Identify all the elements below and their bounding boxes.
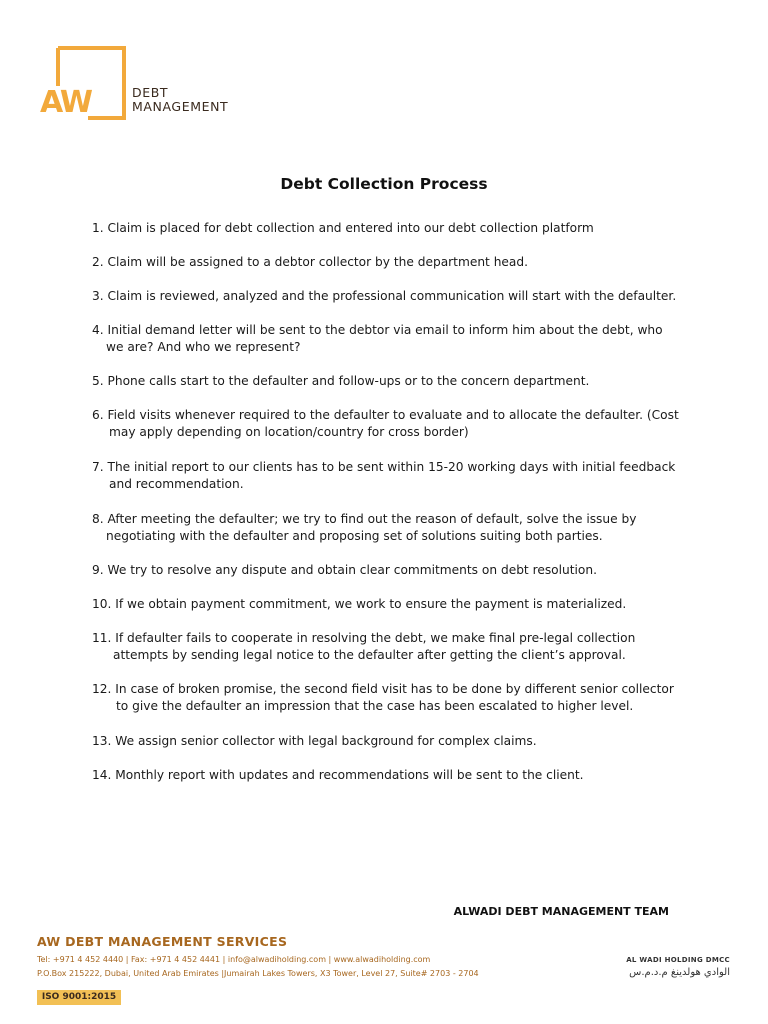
step-text: 11. If defaulter fails to cooperate in resolving the debt, we make final pre-legal collection: [92, 631, 636, 645]
holding-name-english: AL WADI HOLDING DMCC: [626, 956, 730, 964]
logo-line-2: MANAGEMENT: [132, 99, 229, 114]
step-text: 13. We assign senior collector with legal background for complex claims.: [92, 734, 537, 748]
footer-company-name: AW DEBT MANAGEMENT SERVICES: [37, 934, 288, 949]
iso-badge: ISO 9001:2015: [37, 990, 121, 1005]
step-text: 4. Initial demand letter will be sent to the debtor via email to inform him about the debt, who: [92, 323, 663, 337]
step-text: 2. Claim will be assigned to a debtor collector by the department head.: [92, 255, 528, 269]
process-step: [92, 511, 692, 545]
step-continuation: attempts by sending legal notice to the defaulter after getting the client’s approval.: [113, 648, 626, 662]
process-step: [92, 596, 692, 613]
holding-logo: [626, 956, 730, 978]
process-step: [92, 322, 692, 356]
logo-wordmark: [132, 86, 228, 114]
process-step: [92, 681, 692, 715]
logo-mark-text: AW: [40, 85, 91, 120]
process-step: [92, 407, 692, 441]
process-step: [92, 288, 692, 305]
logo-line-1: DEBT: [132, 85, 169, 100]
step-continuation: and recommendation.: [109, 477, 244, 491]
process-step: [92, 630, 692, 664]
step-text: 10. If we obtain payment commitment, we work to ensure the payment is materialized.: [92, 597, 627, 611]
step-text: 6. Field visits whenever required to the defaulter to evaluate and to allocate the defaulter. (Cost: [92, 408, 679, 422]
step-text: 7. The initial report to our clients has to be sent within 15-20 working days with initial feedback: [92, 460, 676, 474]
process-step: [92, 373, 692, 390]
aw-logo-mark: [38, 46, 128, 122]
signature-team: ALWADI DEBT MANAGEMENT TEAM: [453, 905, 669, 918]
footer-address-line: P.O.Box 215222, Dubai, United Arab Emirates |Jumairah Lakes Towers, X3 Tower, Level 27, Suite# 2703 - 2704: [37, 969, 479, 978]
step-continuation: to give the defaulter an impression that the case has been escalated to higher level.: [116, 699, 634, 713]
step-text: 14. Monthly report with updates and recommendations will be sent to the client.: [92, 768, 584, 782]
company-logo: [38, 46, 248, 122]
step-text: 12. In case of broken promise, the second field visit has to be done by different senior collector: [92, 682, 674, 696]
step-continuation: may apply depending on location/country for cross border): [109, 425, 469, 439]
step-text: 8. After meeting the defaulter; we try to find out the reason of default, solve the issue by: [92, 512, 637, 526]
process-step: [92, 733, 692, 750]
process-step: [92, 220, 692, 237]
step-continuation: we are? And who we represent?: [106, 340, 301, 354]
step-text: 5. Phone calls start to the defaulter and follow-ups or to the concern department.: [92, 374, 590, 388]
step-text: 3. Claim is reviewed, analyzed and the professional communication will start with the defaulter.: [92, 289, 677, 303]
step-text: 9. We try to resolve any dispute and obtain clear commitments on debt resolution.: [92, 563, 597, 577]
holding-name-arabic: الوادي هولدينغ م.د.م.س: [629, 967, 730, 978]
page-title: Debt Collection Process: [280, 175, 488, 193]
process-step: [92, 254, 692, 271]
footer-contact-line: Tel: +971 4 452 4440 | Fax: +971 4 452 4441 | info@alwadiholding.com | www.alwadiholding.com: [37, 955, 431, 964]
process-step: [92, 767, 692, 784]
step-text: 1. Claim is placed for debt collection and entered into our debt collection platform: [92, 221, 594, 235]
process-step: [92, 562, 692, 579]
step-continuation: negotiating with the defaulter and proposing set of solutions suiting both parties.: [106, 529, 603, 543]
process-step: [92, 459, 692, 493]
